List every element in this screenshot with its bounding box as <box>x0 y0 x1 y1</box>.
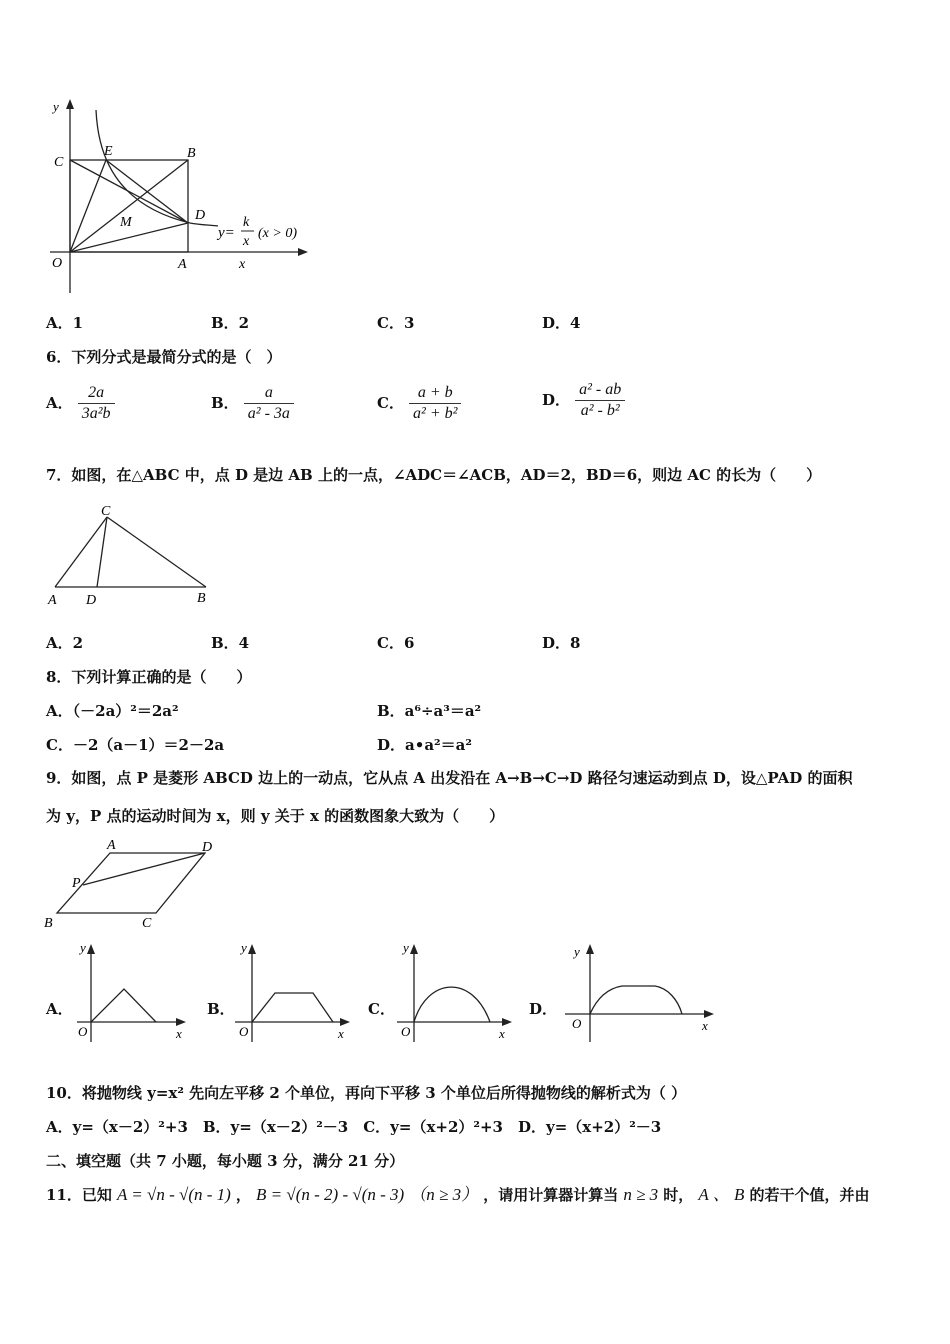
q6-stem: 6．下列分式是最简分式的是（ ） <box>46 348 282 366</box>
q6-option-b <box>211 383 294 424</box>
q5-option-a: A．1 <box>46 314 84 332</box>
q11-prefix: 11．已知 <box>46 1186 112 1204</box>
q9-option-b: B． <box>207 1000 235 1018</box>
q9-fig-label-B: B <box>44 916 53 931</box>
q6-option-a-fraction <box>78 383 115 424</box>
q8-option-b: B．a⁶÷a³＝a² <box>377 702 482 720</box>
q10-stem: 10．将抛物线 y=x² 先向左平移 2 个单位，再向下平移 3 个单位后所得抛物线的解析式为（ ） <box>46 1084 687 1102</box>
q9-graph-d-y: y <box>574 944 580 959</box>
q8-option-a: A．（－2a）²＝2a² <box>46 702 179 720</box>
q5-option-c: C．3 <box>377 314 415 332</box>
q8-stem: 8．下列计算正确的是（ ） <box>46 668 252 686</box>
q9-graph-c <box>392 938 517 1048</box>
q9-graph-b <box>230 938 355 1048</box>
q6-option-a-num: 2a <box>78 383 115 404</box>
q6-option-c-num: a + b <box>409 383 461 404</box>
q9-graph-c-O: O <box>401 1024 411 1039</box>
q7-figure <box>44 500 224 610</box>
q11-ab: A 、 B <box>698 1185 745 1204</box>
q6-option-d-num: a² - ab <box>575 380 625 401</box>
q9-fig-label-D: D <box>202 840 213 855</box>
fig5-label-B: B <box>187 146 196 161</box>
q9-fig-label-P: P <box>72 876 81 891</box>
q6-option-c <box>377 383 461 424</box>
q11-text1: ，请用计算器计算当 <box>483 1186 619 1204</box>
q6-option-a-letter: A． <box>46 394 73 412</box>
q9-graph-a-y: y <box>80 940 86 955</box>
q5-option-b: B．2 <box>211 314 250 332</box>
q11-text2: 时， <box>663 1186 694 1204</box>
q7-fig-label-C: C <box>101 504 111 519</box>
q6-option-b-letter: B． <box>211 394 239 412</box>
q9-graph-d-O: O <box>572 1016 582 1031</box>
q6-option-d-den: a² - b² <box>580 402 620 419</box>
q11-expr-b: B = √(n - 2) - √(n - 3) <box>256 1185 405 1204</box>
q6-option-d-fraction <box>575 380 625 421</box>
q11-expr-a: A = √n - √(n - 1) <box>116 1185 231 1204</box>
fig5-label-D: D <box>195 208 206 223</box>
q7-fig-label-A: A <box>48 593 57 608</box>
fig5-formula-y: y= <box>218 225 235 241</box>
q6-option-a <box>46 383 115 424</box>
q6-option-c-den: a² + b² <box>413 405 458 422</box>
q11-comma: ， <box>235 1186 251 1204</box>
q6-option-a-den: 3a²b <box>81 405 111 422</box>
q7-option-a: A．2 <box>46 634 84 652</box>
q7-option-c: C．6 <box>377 634 415 652</box>
q7-option-b: B．4 <box>211 634 250 652</box>
fig5-formula-cond: (x > 0) <box>258 226 297 241</box>
q9-graph-b-O: O <box>239 1024 249 1039</box>
q5-option-d: D．4 <box>542 314 581 332</box>
q6-option-b-den: a² - 3a <box>247 405 290 422</box>
fig5-formula-x: x <box>243 234 250 249</box>
q7-fig-label-D: D <box>86 593 97 608</box>
q6-option-b-fraction <box>244 383 294 424</box>
q9-stem-line2: 为 y，P 点的运动时间为 x，则 y 关于 x 的函数图象大致为（ ） <box>46 807 505 825</box>
q6-option-d <box>542 380 625 421</box>
q9-graph-c-x: x <box>499 1026 505 1041</box>
q8-option-d: D．a•a²＝a² <box>377 736 472 754</box>
q9-graph-b-x: x <box>338 1026 344 1041</box>
q9-stem-line1: 9．如图，点 P 是菱形 ABCD 边上的一动点，它从点 A 出发沿在 A→B→C→D 路径匀速运动到点 D，设△PAD 的面积 <box>46 769 853 787</box>
fig5-label-O: O <box>52 256 63 271</box>
q9-fig-label-C: C <box>142 916 152 931</box>
fig5-formula-k: k <box>243 215 250 230</box>
q9-graph-a-x: x <box>176 1026 182 1041</box>
q11-cond: （n ≥ 3） <box>409 1185 479 1204</box>
q11-cond2: n ≥ 3 <box>623 1185 659 1204</box>
q9-option-a: A． <box>46 1000 73 1018</box>
q11-text3: 的若干个值，并由 <box>749 1186 870 1204</box>
q9-fig-label-A: A <box>107 838 116 853</box>
q8-option-c: C．－2（a－1）＝2－2a <box>46 736 225 754</box>
q11-line <box>46 1180 869 1205</box>
q9-graph-a-O: O <box>78 1024 88 1039</box>
q7-fig-label-B: B <box>197 591 206 606</box>
fig5-label-E: E <box>104 144 113 159</box>
q9-rhombus-figure <box>40 835 230 935</box>
section2-heading: 二、填空题（共 7 小题，每小题 3 分，满分 21 分） <box>46 1152 405 1170</box>
fig5-label-x: x <box>239 257 246 272</box>
q9-graph-c-y: y <box>403 940 409 955</box>
fig5-label-A: A <box>178 257 187 272</box>
q6-option-c-letter: C． <box>377 394 404 412</box>
q10-options: A．y=（x－2）²+3 B．y=（x－2）²－3 C．y=（x+2）²+3 D．y=（x+2）²－3 <box>46 1118 662 1136</box>
q9-option-c: C． <box>368 1000 395 1018</box>
fig5-label-C: C <box>54 155 64 170</box>
q6-option-d-letter: D． <box>542 391 571 409</box>
q6-option-c-fraction <box>409 383 461 424</box>
fig5-label-y: y <box>53 99 59 114</box>
q9-graph-d <box>560 938 720 1048</box>
q9-graph-a <box>72 938 192 1048</box>
q7-option-d: D．8 <box>542 634 581 652</box>
fig5-label-M: M <box>120 215 132 230</box>
q7-stem: 7．如图，在△ABC 中，点 D 是边 AB 上的一点，∠ADC＝∠ACB，AD＝2，BD＝6，则边 AC 的长为（ ） <box>46 466 822 484</box>
q9-option-d: D． <box>529 1000 558 1018</box>
q5-figure <box>40 95 320 300</box>
q9-graph-d-x: x <box>702 1018 708 1033</box>
q6-option-b-num: a <box>244 383 294 404</box>
q9-graph-b-y: y <box>241 940 247 955</box>
